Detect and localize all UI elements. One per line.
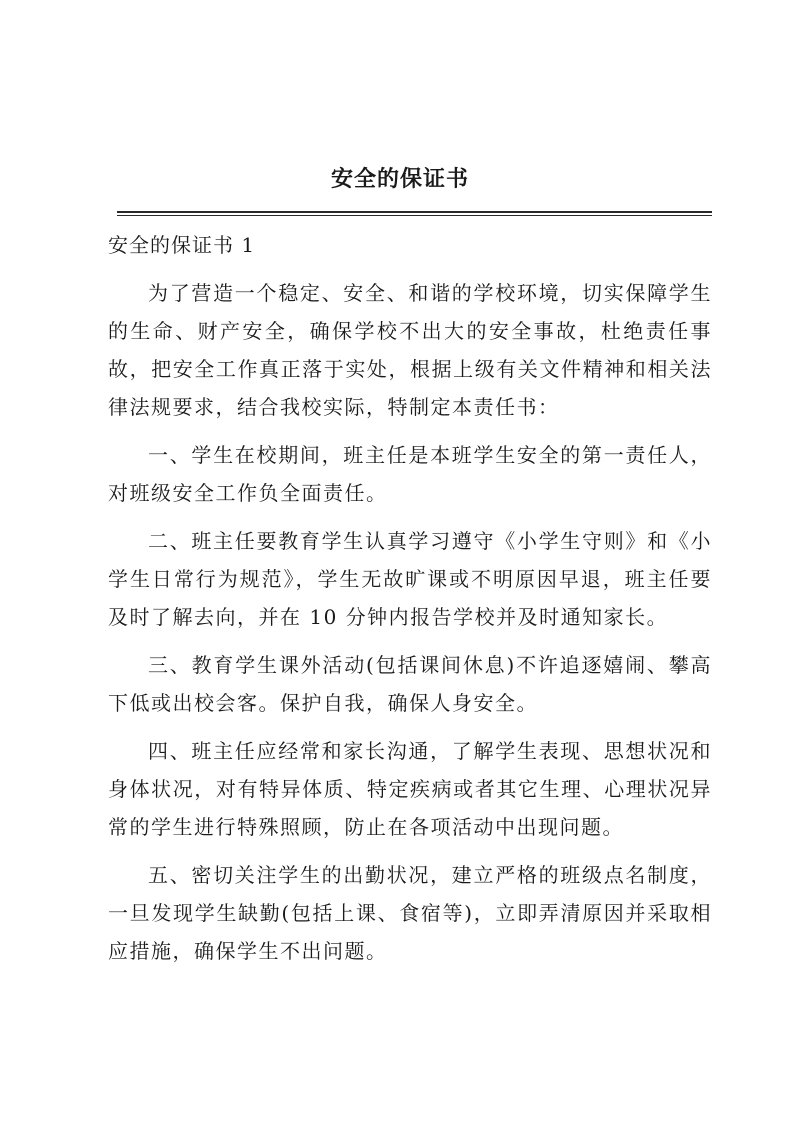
paragraph-item-2: 二、班主任要教育学生认真学习遵守《小学生守则》和《小学生日常行为规范》，学生无故旷课或不明原因早退，班主任要及时了解去向，并在 10 分钟内报告学校并及时通知家长。 <box>108 529 712 629</box>
paragraph-item-5: 五、密切关注学生的出勤状况，建立严格的班级点名制度，一旦发现学生缺勤(包括上课、食宿等)，立即弄清原因并采取相应措施，确保学生不出问题。 <box>108 863 712 963</box>
title-divider-thin <box>117 215 712 216</box>
paragraph-item-4: 四、班主任应经常和家长沟通，了解学生表现、思想状况和身体状况，对有特异体质、特定疾病或者其它生理、心理状况异常的学生进行特殊照顾，防止在各项活动中出现问题。 <box>108 739 712 839</box>
title-divider-thick <box>117 211 712 213</box>
document-title: 安全的保证书 <box>330 166 469 192</box>
section-heading: 安全的保证书 1 <box>108 233 256 257</box>
paragraph-intro: 为了营造一个稳定、安全、和谐的学校环境，切实保障学生的生命、财产安全，确保学校不出大的安全事故，杜绝责任事故，把安全工作真正落于实处，根据上级有关文件精神和相关法律法规要求，结合我校实际，特制定本责任书： <box>108 281 712 419</box>
paragraph-item-1: 一、学生在校期间，班主任是本班学生安全的第一责任人，对班级安全工作负全面责任。 <box>108 443 712 505</box>
paragraph-item-3: 三、教育学生课外活动(包括课间休息)不许追逐嬉闹、攀高下低或出校会客。保护自我，确保人身安全。 <box>108 653 712 715</box>
document-body <box>108 226 712 970</box>
